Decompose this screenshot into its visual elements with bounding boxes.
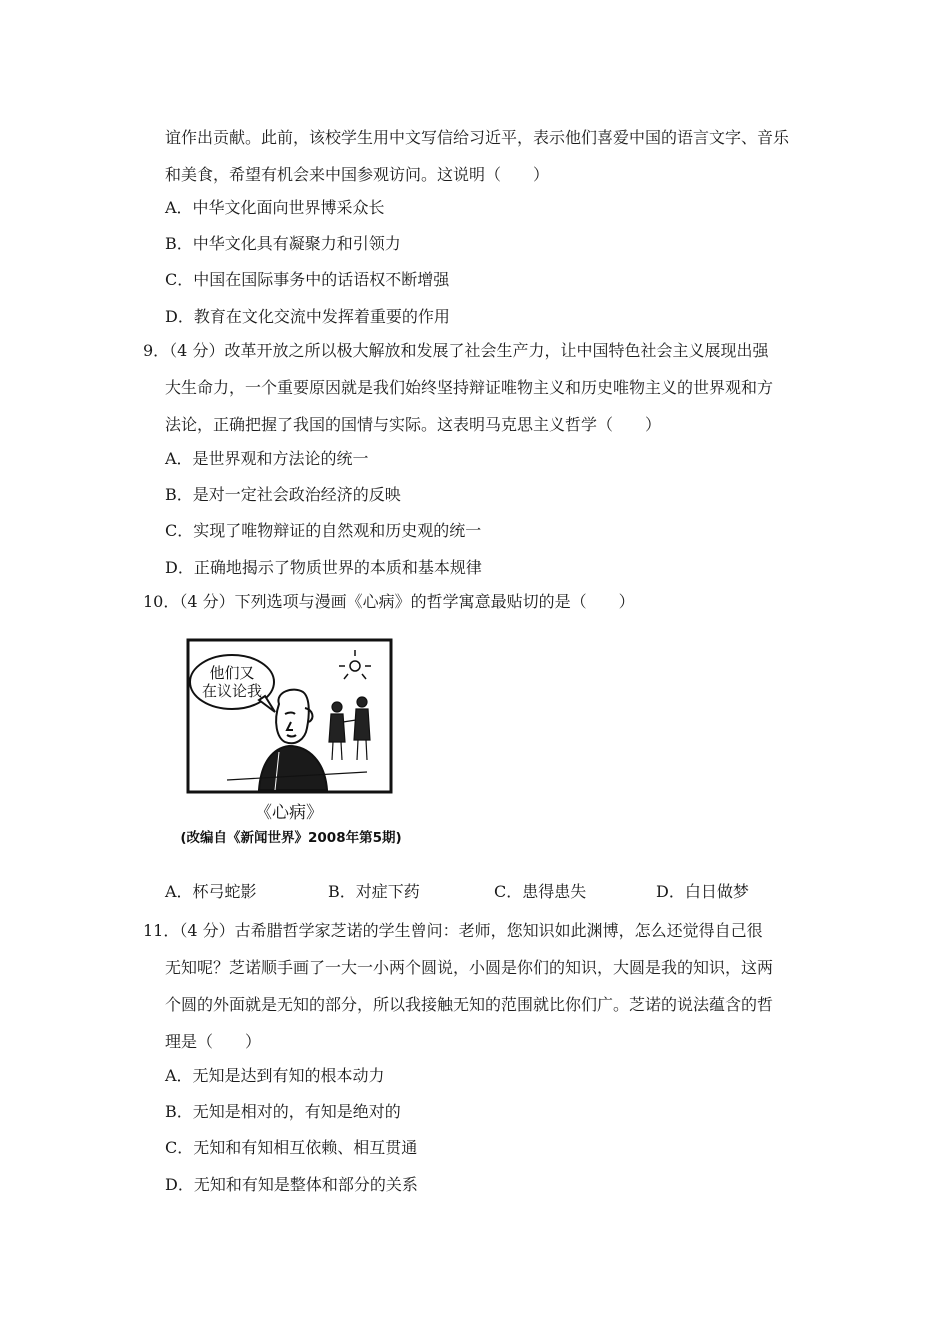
bubble-text-1: 他们又 (209, 665, 255, 682)
q9-option-b: B．是对一定社会政治经济的反映 (165, 485, 401, 504)
q8-option-b: B．中华文化具有凝聚力和引领力 (165, 234, 401, 253)
q9-stem-line-1: 9．（4 分）改革开放之所以极大解放和发展了社会生产力，让中国特色社会主义展现出强 (143, 341, 769, 360)
q10-option-b: B．对症下药 (328, 882, 420, 901)
cartoon-xinbing (167, 622, 425, 860)
q8-stem-line-2: 和美食，希望有机会来中国参观访问。这说明（ ） (165, 165, 550, 184)
q11-stem-line-4: 理是（ ） (165, 1032, 262, 1051)
q8-option-c: C．中国在国际事务中的话语权不断增强 (165, 270, 450, 289)
q9-stem-line-3: 法论，正确把握了我国的国情与实际。这表明马克思主义哲学（ ） (165, 415, 662, 434)
q10-option-c: C．患得患失 (494, 882, 587, 901)
q9-option-d: D．正确地揭示了物质世界的本质和基本规律 (165, 558, 482, 577)
q10-option-a: A．杯弓蛇影 (165, 882, 257, 901)
q10-stem-line-1: 10．（4 分）下列选项与漫画《心病》的哲学寓意最贴切的是（ ） (143, 592, 635, 611)
q8-option-a: A．中华文化面向世界博采众长 (165, 198, 385, 217)
q8-option-d: D．教育在文化交流中发挥着重要的作用 (165, 307, 450, 326)
q11-option-a: A．无知是达到有知的根本动力 (165, 1066, 385, 1085)
q11-stem-line-1: 11．（4 分）古希腊哲学家芝诺的学生曾问：老师，您知识如此渊博，怎么还觉得自己很 (143, 921, 763, 940)
q9-stem-line-2: 大生命力，一个重要原因就是我们始终坚持辩证唯物主义和历史唯物主义的世界观和方 (165, 378, 774, 397)
q11-option-c: C．无知和有知相互依赖、相互贯通 (165, 1138, 418, 1157)
cartoon-caption-source: (改编自《新闻世界》2008年第5期) (180, 830, 402, 846)
q11-stem-line-2: 无知呢？芝诺顺手画了一大一小两个圆说，小圆是你们的知识，大圆是我的知识，这两 (165, 958, 774, 977)
q8-stem-line-1: 谊作出贡献。此前，该校学生用中文写信给习近平，表示他们喜爱中国的语言文字、音乐 (165, 128, 790, 147)
q11-option-b: B．无知是相对的，有知是绝对的 (165, 1102, 401, 1121)
q9-option-a: A．是世界观和方法论的统一 (165, 449, 369, 468)
q9-option-c: C．实现了唯物辩证的自然观和历史观的统一 (165, 521, 482, 540)
cartoon-caption-title: 《心病》 (255, 803, 323, 823)
q11-stem-line-3: 个圆的外面就是无知的部分，所以我接触无知的范围就比你们广。芝诺的说法蕴含的哲 (165, 995, 774, 1014)
q10-option-d: D．白日做梦 (656, 882, 749, 901)
cartoon-drawing (167, 622, 425, 860)
bubble-text-2: 在议论我 (201, 683, 263, 700)
q11-option-d: D．无知和有知是整体和部分的关系 (165, 1175, 418, 1194)
